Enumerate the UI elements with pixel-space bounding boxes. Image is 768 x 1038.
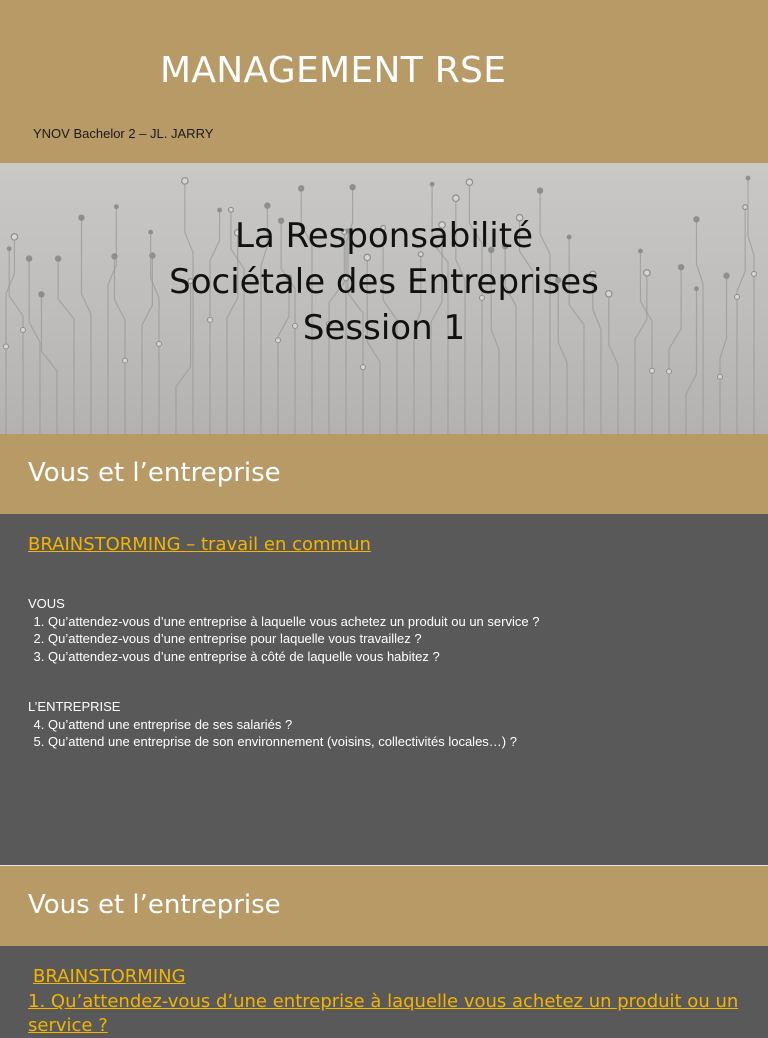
- entreprise-group: [28, 698, 517, 751]
- list-item: 1. Qu’attendez-vous d’une entreprise à laquelle vous achetez un produit ou un service ?: [48, 613, 539, 631]
- hero-line-1: La Responsabilité: [235, 216, 533, 256]
- hero-line-2: Sociétale des Entreprises: [169, 262, 599, 302]
- slide2-content: [0, 514, 768, 865]
- list-item: 2. Qu’attendez-vous d’une entreprise pour laquelle vous travaillez ?: [48, 630, 539, 648]
- main-title: MANAGEMENT RSE: [160, 50, 507, 91]
- list-item: 4. Qu’attend une entreprise de ses salariés ?: [48, 716, 517, 734]
- vous-group: [28, 595, 539, 665]
- brainstorming-link-2[interactable]: BRAINSTORMING: [33, 966, 186, 987]
- vous-label: VOUS: [28, 596, 65, 611]
- brainstorming-link[interactable]: BRAINSTORMING – travail en commun: [28, 534, 371, 555]
- hero-title: [0, 213, 768, 351]
- list-item: 3. Qu’attendez-vous d’une entreprise à côté de laquelle vous habitez ?: [48, 648, 539, 666]
- slide3-heading: Vous et l’entreprise: [28, 890, 281, 920]
- entreprise-label: L’ENTREPRISE: [28, 699, 121, 714]
- list-item: 5. Qu’attend une entreprise de son environnement (voisins, collectivités locales…) ?: [48, 733, 517, 751]
- slide2-heading-bar: [0, 434, 768, 514]
- hero-line-3: Session 1: [302, 308, 466, 348]
- hero-banner: [0, 163, 768, 434]
- course-subtitle: YNOV Bachelor 2 – JL. JARRY: [33, 126, 214, 141]
- slide2-heading: Vous et l’entreprise: [28, 458, 281, 488]
- question-1-link[interactable]: 1. Qu’attendez-vous d’une entreprise à laquelle vous achetez un produit ou un service ?: [28, 991, 739, 1036]
- slide3-heading-bar: [0, 866, 768, 946]
- slide1-header: [0, 0, 768, 163]
